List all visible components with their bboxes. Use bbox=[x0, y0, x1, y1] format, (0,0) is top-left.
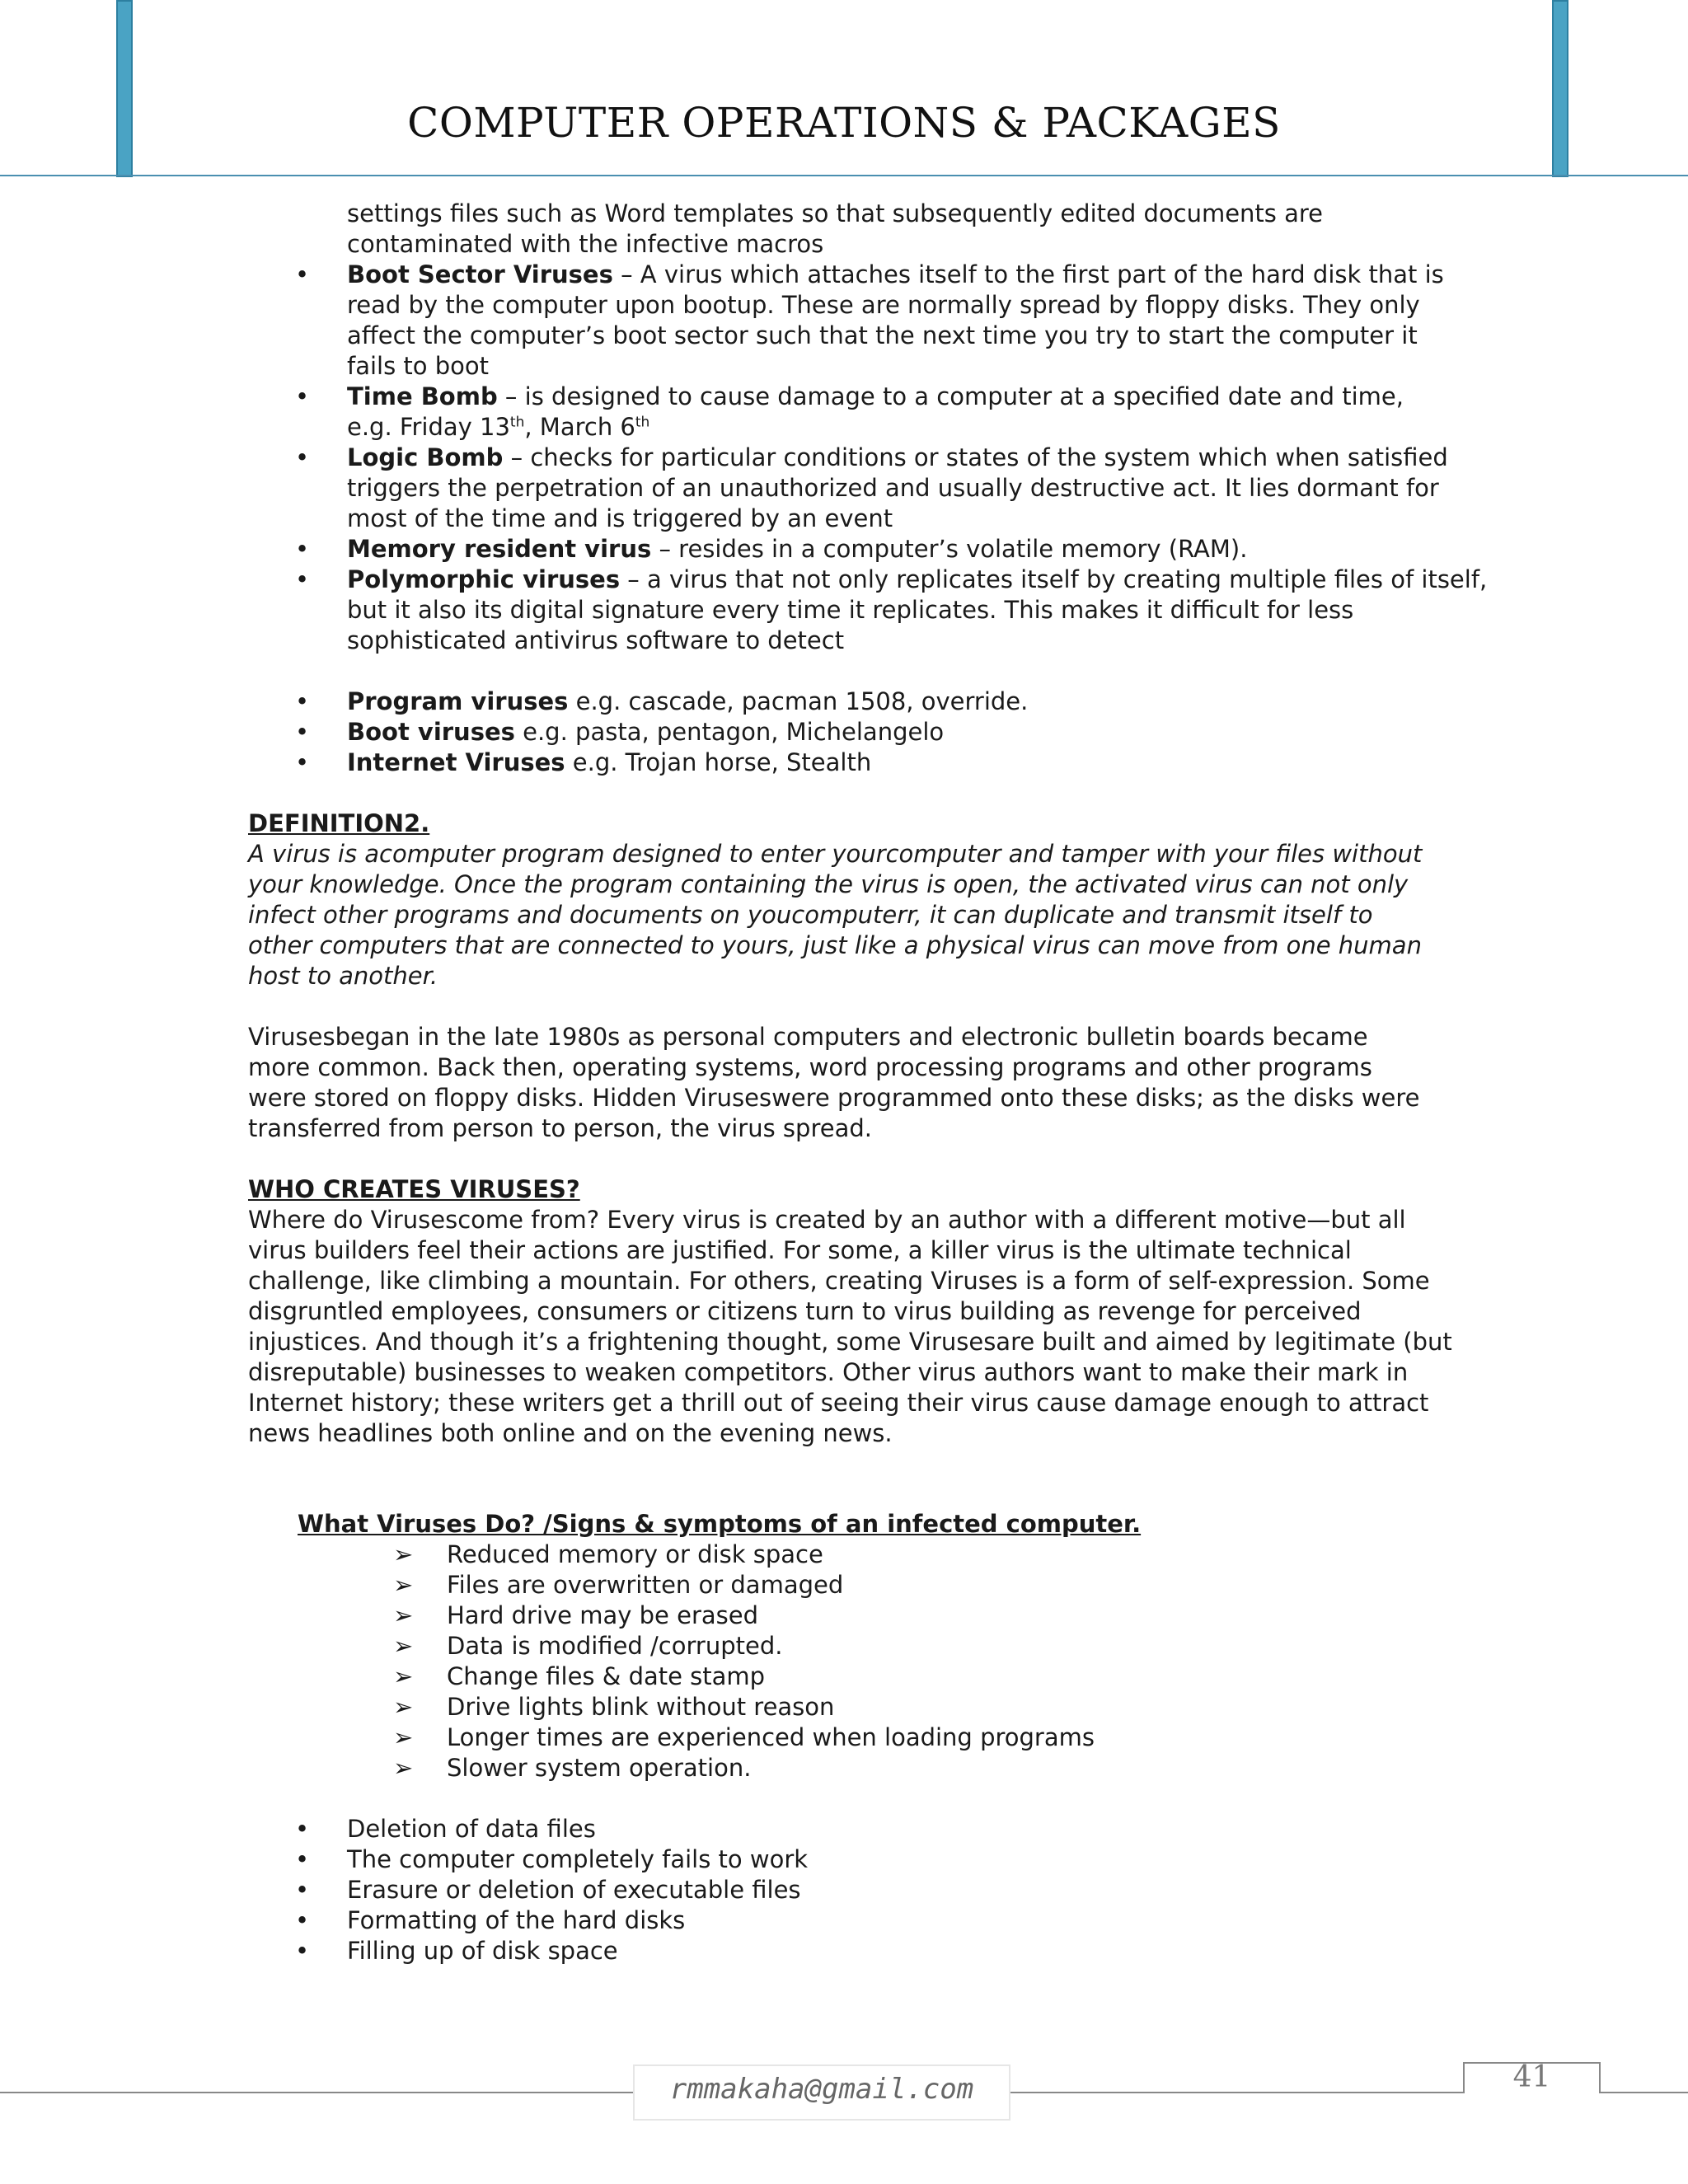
term: Time Bomb bbox=[347, 382, 498, 410]
list-item-memory-resident bbox=[347, 534, 1247, 565]
bullet-icon: • bbox=[295, 382, 310, 410]
list-item-line: affect the computer’s boot sector such that the next time you try to start the computer it bbox=[347, 321, 1418, 349]
term-description: e.g. Trojan horse, Stealth bbox=[565, 748, 872, 776]
paragraph-line: Where do Virusescome from? Every virus is created by an author with a different motive—but all bbox=[248, 1206, 1406, 1234]
arrow-bullet-icon: ➢ bbox=[393, 1723, 414, 1751]
paragraph-line: your knowledge. Once the program containing the virus is open, the activated virus can not only bbox=[248, 870, 1409, 898]
header-rule bbox=[0, 175, 1688, 176]
term: Polymorphic viruses bbox=[347, 565, 621, 593]
paragraph-line: disreputable) businesses to weaken competitors. Other virus authors want to make their mark in bbox=[248, 1358, 1409, 1386]
list-item-line: sophisticated antivirus software to detect bbox=[347, 626, 845, 654]
paragraph-line: host to another. bbox=[248, 962, 438, 990]
list-item-effect: Deletion of data files bbox=[347, 1815, 596, 1843]
footer-rule-left bbox=[0, 2092, 633, 2093]
intro-line: settings files such as Word templates so that subsequently edited documents are bbox=[347, 199, 1324, 227]
term-description: – is designed to cause damage to a computer at a specified date and time, bbox=[497, 382, 1404, 410]
superscript: th bbox=[509, 414, 525, 431]
paragraph-line: were stored on floppy disks. Hidden Viruseswere programmed onto these disks; as the disks were bbox=[248, 1084, 1420, 1112]
term: Program viruses bbox=[347, 687, 569, 715]
section-heading-who-creates: WHO CREATES VIRUSES? bbox=[248, 1175, 580, 1203]
list-item-line: read by the computer upon bootup. These are normally spread by floppy disks. They only bbox=[347, 291, 1420, 319]
list-item-effect: Filling up of disk space bbox=[347, 1937, 618, 1965]
list-item-symptom: Change files & date stamp bbox=[447, 1662, 766, 1690]
list-item-example bbox=[347, 687, 1028, 717]
list-item-symptom: Drive lights blink without reason bbox=[447, 1693, 835, 1721]
list-item-line bbox=[347, 412, 649, 443]
list-item-symptom: Files are overwritten or damaged bbox=[447, 1571, 844, 1599]
term-description: – A virus which attaches itself to the first part of the hard disk that is bbox=[612, 260, 1444, 288]
list-item-symptom: Slower system operation. bbox=[447, 1754, 752, 1782]
list-item-line: fails to boot bbox=[347, 352, 490, 380]
paragraph-line: disgruntled employees, consumers or citizens turn to virus building as revenge for perceived bbox=[248, 1297, 1362, 1325]
arrow-bullet-icon: ➢ bbox=[393, 1540, 414, 1568]
list-item-logic-bomb bbox=[347, 443, 1448, 473]
arrow-bullet-icon: ➢ bbox=[393, 1601, 414, 1629]
bullet-icon: • bbox=[295, 1845, 310, 1873]
term-description: – resides in a computer’s volatile memory (RAM). bbox=[651, 535, 1248, 563]
header-left-bar bbox=[116, 0, 133, 177]
list-item-example bbox=[347, 748, 871, 778]
bullet-icon: • bbox=[295, 1906, 310, 1934]
paragraph-line: more common. Back then, operating systems, word processing programs and other programs bbox=[248, 1053, 1372, 1081]
list-item-polymorphic bbox=[347, 565, 1487, 595]
term-description: e.g. cascade, pacman 1508, override. bbox=[568, 687, 1029, 715]
term-description: – checks for particular conditions or states of the system which when satisfied bbox=[503, 443, 1448, 471]
arrow-bullet-icon: ➢ bbox=[393, 1571, 414, 1599]
date-text: e.g. Friday 13 bbox=[347, 413, 510, 441]
arrow-bullet-icon: ➢ bbox=[393, 1754, 414, 1782]
term: Logic Bomb bbox=[347, 443, 504, 471]
list-item-effect: The computer completely fails to work bbox=[347, 1845, 809, 1873]
arrow-bullet-icon: ➢ bbox=[393, 1662, 414, 1690]
paragraph-line: injustices. And though it’s a frightening thought, some Virusesare built and aimed by legitimate (but bbox=[248, 1328, 1452, 1356]
paragraph-line: virus builders feel their actions are justified. For some, a killer virus is the ultimate technical bbox=[248, 1236, 1352, 1264]
bullet-icon: • bbox=[295, 1937, 310, 1965]
footer-email: rmmakaha@gmail.com bbox=[669, 2073, 974, 2106]
intro-line: contaminated with the infective macros bbox=[347, 230, 824, 258]
bullet-icon: • bbox=[295, 687, 310, 715]
paragraph-line: A virus is acomputer program designed to enter yourcomputer and tamper with your files without bbox=[248, 840, 1423, 868]
bullet-icon: • bbox=[295, 443, 310, 471]
bullet-icon: • bbox=[295, 535, 310, 563]
page-title: COMPUTER OPERATIONS & PACKAGES bbox=[407, 99, 1281, 147]
list-item-effect: Erasure or deletion of executable files bbox=[347, 1876, 801, 1904]
bullet-icon: • bbox=[295, 1876, 310, 1904]
list-item-line: but it also its digital signature every time it replicates. This makes it difficult for less bbox=[347, 596, 1354, 624]
bullet-icon: • bbox=[295, 748, 310, 776]
list-item-symptom: Data is modified /corrupted. bbox=[447, 1632, 783, 1660]
bullet-icon: • bbox=[295, 718, 310, 746]
superscript: th bbox=[635, 414, 650, 431]
term-description: – a virus that not only replicates itself by creating multiple files of itself, bbox=[620, 565, 1488, 593]
arrow-bullet-icon: ➢ bbox=[393, 1693, 414, 1721]
list-item-time-bomb bbox=[347, 382, 1404, 412]
paragraph-line: news headlines both online and on the evening news. bbox=[248, 1419, 893, 1447]
header-right-bar bbox=[1552, 0, 1568, 177]
page-number: 41 bbox=[1512, 2060, 1551, 2094]
paragraph-line: challenge, like climbing a mountain. For others, creating Viruses is a form of self-expression. Some bbox=[248, 1267, 1430, 1295]
list-item-effect: Formatting of the hard disks bbox=[347, 1906, 686, 1934]
paragraph-line: other computers that are connected to yours, just like a physical virus can move from one human bbox=[248, 931, 1422, 959]
term: Internet Viruses bbox=[347, 748, 565, 776]
term: Memory resident virus bbox=[347, 535, 652, 563]
bullet-icon: • bbox=[295, 1815, 310, 1843]
list-item-symptom: Reduced memory or disk space bbox=[447, 1540, 823, 1568]
section-heading-definition2: DEFINITION2. bbox=[248, 809, 430, 837]
list-item-example bbox=[347, 717, 944, 748]
list-item-boot-sector bbox=[347, 260, 1444, 290]
date-text: , March 6 bbox=[524, 413, 635, 441]
paragraph-line: transferred from person to person, the virus spread. bbox=[248, 1114, 872, 1142]
bullet-icon: • bbox=[295, 565, 310, 593]
paragraph-line: Internet history; these writers get a thrill out of seeing their virus cause damage enough to attract bbox=[248, 1389, 1429, 1417]
paragraph-line: infect other programs and documents on youcomputerr, it can duplicate and transmit itself to bbox=[248, 901, 1373, 929]
bullet-icon: • bbox=[295, 260, 310, 288]
term-description: e.g. pasta, pentagon, Michelangelo bbox=[514, 718, 945, 746]
term: Boot Sector Viruses bbox=[347, 260, 613, 288]
paragraph-line: Virusesbegan in the late 1980s as personal computers and electronic bulletin boards became bbox=[248, 1023, 1368, 1051]
section-heading-symptoms: What Viruses Do? /Signs & symptoms of an infected computer. bbox=[298, 1510, 1142, 1538]
list-item-symptom: Longer times are experienced when loading programs bbox=[447, 1723, 1095, 1751]
list-item-line: most of the time and is triggered by an event bbox=[347, 504, 893, 532]
arrow-bullet-icon: ➢ bbox=[393, 1632, 414, 1660]
term: Boot viruses bbox=[347, 718, 515, 746]
list-item-symptom: Hard drive may be erased bbox=[447, 1601, 758, 1629]
list-item-line: triggers the perpetration of an unauthorized and usually destructive act. It lies dormant for bbox=[347, 474, 1439, 502]
